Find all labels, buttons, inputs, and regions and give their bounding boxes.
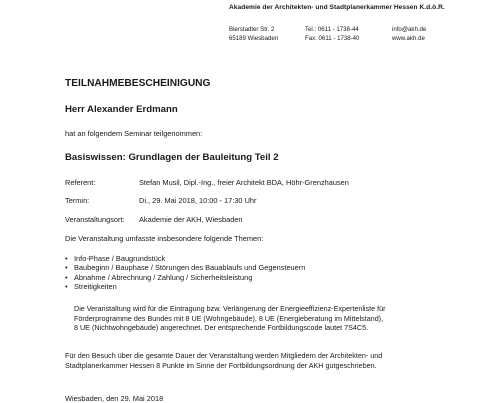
topics-list <box>65 254 305 291</box>
list-item: • Baubeginn / Bauphase / Störungen des Bauablaufs und Gegensteuern <box>65 263 306 273</box>
address-street: Bierstadter Str. 2 <box>229 26 275 33</box>
intro-text: hat an folgendem Seminar teilgenommen: <box>65 129 203 138</box>
topics-intro: Die Veranstaltung umfasste insbesondere folgende Themen: <box>65 234 264 243</box>
email-address: info@akh.de <box>392 26 427 33</box>
venue-value: Akademie der AKH, Wiesbaden <box>139 215 243 224</box>
points-note: Für den Besuch über die gesamte Dauer der Veranstaltung werden Mitgliedern der Architekten- und Stadtplanerkammer Hessen 8 Punkte im Sinne der Fortbildungsordnung der AKH gutgeschrieben. <box>65 351 383 370</box>
speaker-value: Stefan Musil, Dipl.-Ing., freier Architekt BDA, Höhr-Grenzhausen <box>139 178 349 187</box>
list-item: • Streitigkeiten <box>65 281 117 291</box>
seminar-title: Basiswissen: Grundlagen der Bauleitung Teil 2 <box>65 152 279 163</box>
recipient-name: Herr Alexander Erdmann <box>65 104 178 115</box>
date-label: Termin: <box>65 196 90 205</box>
speaker-label: Referent: <box>65 178 96 187</box>
place-date: Wiesbaden, den 29. Mai 2018 <box>65 394 164 403</box>
phone-block <box>305 25 359 43</box>
website: www.akh.de <box>392 35 425 42</box>
fax-number: Fax: 0611 - 1738-40 <box>305 35 360 42</box>
energy-note: Die Veranstaltung wird für die Eintragung bzw. Verlängerung der Energieeffizienz-Expertenliste für Förderprogramme des Bundes mit 8 UE (Wohngebäude), 8 UE (Energieberatung im Mittelstand), 8 UE (Nichtwohngebäude) angerechnet. Der entsprechende Fortbildungscode lautet 7S4C5. <box>74 304 386 333</box>
address-block <box>229 25 278 43</box>
list-item: • Info-Phase / Baugrundstück <box>65 254 166 263</box>
venue-label: Veranstaltungsort: <box>65 215 125 224</box>
document-title: TEILNAHMEBESCHEINIGUNG <box>65 78 211 89</box>
organization-name: Akademie der Architekten- und Stadtplanerkammer Hessen K.d.ö.R. <box>229 4 445 11</box>
list-item: • Abnahme / Abrechnung / Zahlung / Sicherheitsleistung <box>65 272 253 282</box>
contact-block <box>392 25 426 43</box>
address-city: 65189 Wiesbaden <box>229 35 279 42</box>
date-value: Di., 29. Mai 2018, 10:00 - 17:30 Uhr <box>139 196 257 205</box>
phone-number: Tel.: 0611 - 1738-44 <box>305 26 359 33</box>
